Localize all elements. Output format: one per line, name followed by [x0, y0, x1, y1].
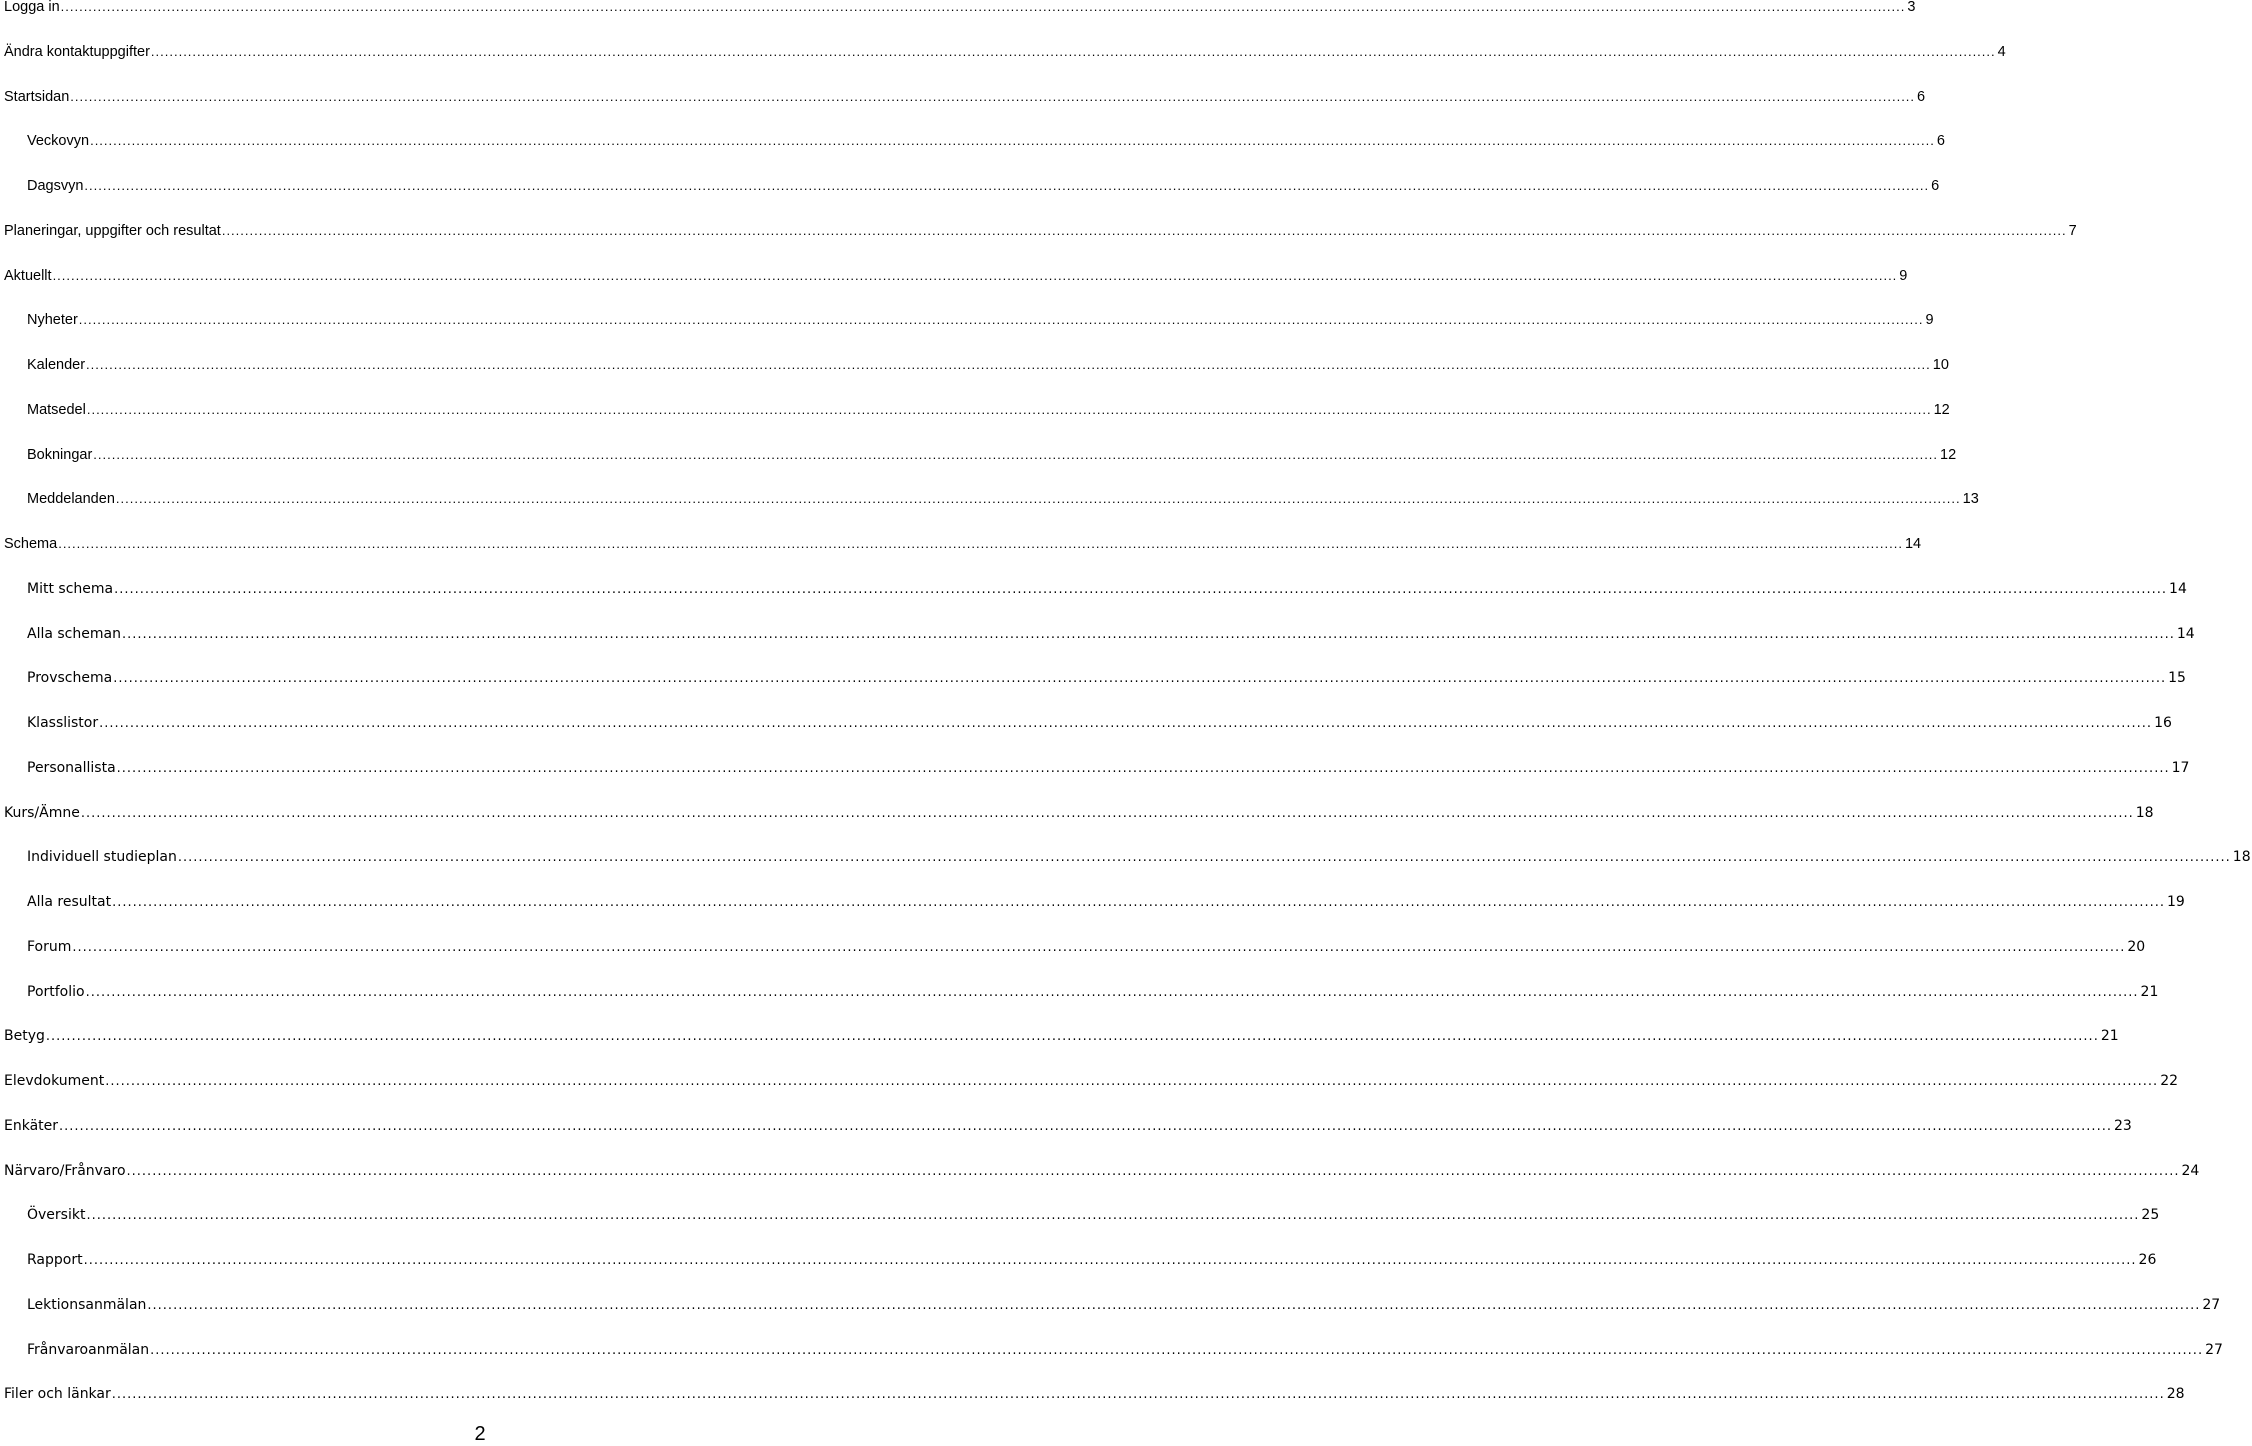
toc-dot-leader: ................................................................................................................................................................................................................................................................................................................................................................................................................ [60, 0, 1906, 14]
toc-entry-page-number: 6 [1936, 133, 1945, 150]
toc-dot-leader: ................................................................................................................................................................................................................................................................................................................................................................................................................ [126, 1163, 2180, 1179]
toc-entry[interactable] [0, 221, 2077, 241]
toc-entry-title: Närvaro/Frånvaro [4, 1162, 126, 1179]
toc-dot-leader: ................................................................................................................................................................................................................................................................................................................................................................................................................ [113, 671, 2167, 687]
toc-entry[interactable] [0, 1205, 2160, 1225]
toc-dot-leader: ................................................................................................................................................................................................................................................................................................................................................................................................................ [99, 716, 2153, 731]
toc-entry-page-number: 24 [2181, 1162, 2200, 1179]
toc-entry-title: Bokningar [27, 446, 93, 463]
toc-dot-leader: ................................................................................................................................................................................................................................................................................................................................................................................................................ [45, 1029, 2099, 1045]
toc-entry-page-number: 14 [2169, 580, 2187, 597]
toc-entry-title: Kurs/Ämne [4, 804, 80, 821]
toc-entry-title: Individuell studieplan [27, 849, 177, 866]
toc-dot-leader: ................................................................................................................................................................................................................................................................................................................................................................................................................ [84, 178, 1930, 193]
toc-entry-title: Frånvaroanmälan [27, 1341, 150, 1358]
toc-entry-page-number: 16 [2154, 715, 2172, 731]
toc-entry-page-number: 28 [2166, 1386, 2185, 1403]
toc-entry[interactable] [0, 624, 2195, 644]
toc-entry-title: Dagsvyn [27, 178, 84, 194]
toc-entry[interactable] [0, 803, 2154, 823]
toc-entry[interactable] [0, 534, 1922, 554]
toc-entry[interactable] [0, 758, 2190, 778]
toc-entry-page-number: 17 [2171, 759, 2190, 776]
toc-dot-leader: ................................................................................................................................................................................................................................................................................................................................................................................................................ [116, 760, 2170, 776]
toc-entry-page-number: 3 [1907, 0, 1916, 15]
toc-entry-title: Lektionsanmälan [27, 1296, 147, 1313]
toc-dot-leader: ................................................................................................................................................................................................................................................................................................................................................................................................................ [112, 895, 2165, 910]
toc-entry[interactable] [0, 1384, 2185, 1404]
toc-entry-title: Aktuellt [4, 267, 52, 284]
toc-entry[interactable] [0, 176, 1940, 196]
toc-entry-page-number: 14 [2176, 625, 2195, 642]
toc-entry[interactable] [0, 847, 2251, 867]
toc-entry[interactable] [0, 937, 2146, 957]
toc-entry[interactable] [0, 1071, 2179, 1091]
toc-dot-leader: ................................................................................................................................................................................................................................................................................................................................................................................................................ [111, 1387, 2165, 1403]
toc-entry-title: Elevdokument [4, 1073, 105, 1089]
toc-entry-page-number: 21 [2140, 983, 2159, 1000]
toc-dot-leader: ................................................................................................................................................................................................................................................................................................................................................................................................................ [115, 491, 1961, 507]
toc-dot-leader: ................................................................................................................................................................................................................................................................................................................................................................................................................ [70, 88, 1916, 104]
toc-entry-page-number: 20 [2127, 938, 2146, 955]
toc-entry[interactable] [0, 87, 1926, 107]
toc-entry-page-number: 12 [1940, 446, 1957, 463]
toc-entry-title: Alla resultat [27, 894, 112, 910]
toc-entry[interactable] [0, 1250, 2157, 1270]
toc-dot-leader: ................................................................................................................................................................................................................................................................................................................................................................................................................ [177, 850, 2231, 866]
toc-entry-page-number: 9 [1899, 267, 1908, 284]
toc-dot-leader: ................................................................................................................................................................................................................................................................................................................................................................................................................ [83, 1253, 2137, 1268]
toc-entry-title: Planeringar, uppgifter och resultat [4, 222, 221, 239]
toc-entry-page-number: 15 [2168, 670, 2186, 687]
toc-entry-title: Mitt schema [27, 580, 114, 597]
toc-entry-title: Översikt [27, 1207, 86, 1224]
toc-dot-leader: ................................................................................................................................................................................................................................................................................................................................................................................................................ [121, 626, 2175, 642]
toc-entry-title: Nyheter [27, 312, 78, 329]
toc-entry-title: Ändra kontaktuppgifter [4, 43, 150, 60]
toc-entry[interactable] [0, 668, 2186, 688]
toc-entry-title: Filer och länkar [4, 1386, 111, 1403]
toc-entry[interactable] [0, 131, 1945, 151]
toc-entry-page-number: 21 [2100, 1028, 2119, 1045]
toc-dot-leader: ................................................................................................................................................................................................................................................................................................................................................................................................................ [93, 446, 1939, 462]
toc-dot-leader: ................................................................................................................................................................................................................................................................................................................................................................................................................ [80, 805, 2134, 821]
toc-entry[interactable] [0, 982, 2159, 1002]
toc-entry-page-number: 7 [2068, 222, 2077, 239]
toc-entry-title: Veckovyn [27, 133, 90, 150]
toc-dot-leader: ................................................................................................................................................................................................................................................................................................................................................................................................................ [52, 267, 1898, 283]
toc-entry-title: Rapport [27, 1252, 83, 1268]
toc-dot-leader: ................................................................................................................................................................................................................................................................................................................................................................................................................ [58, 536, 1903, 551]
toc-entry[interactable] [0, 310, 1934, 330]
toc-dot-leader: ................................................................................................................................................................................................................................................................................................................................................................................................................ [105, 1074, 2159, 1089]
toc-entry[interactable] [0, 1116, 2132, 1136]
toc-entry-page-number: 23 [2113, 1117, 2132, 1134]
toc-entry[interactable] [0, 1161, 2200, 1181]
toc-entry-title: Schema [4, 536, 58, 552]
toc-entry-title: Portfolio [27, 983, 85, 1000]
toc-entry-page-number: 12 [1933, 401, 1950, 418]
toc-dot-leader: ................................................................................................................................................................................................................................................................................................................................................................................................................ [86, 401, 1932, 417]
toc-entry-page-number: 4 [1997, 43, 2006, 60]
toc-entry[interactable] [0, 489, 1979, 509]
toc-dot-leader: ................................................................................................................................................................................................................................................................................................................................................................................................................ [114, 581, 2168, 597]
toc-entry[interactable] [0, 42, 2006, 62]
toc-entry[interactable] [0, 445, 1957, 465]
toc-dot-leader: ................................................................................................................................................................................................................................................................................................................................................................................................................ [150, 1342, 2204, 1358]
toc-entry-title: Matsedel [27, 401, 86, 418]
toc-entry-title: Startsidan [4, 88, 70, 105]
toc-entry-page-number: 19 [2167, 894, 2185, 910]
toc-entry-page-number: 25 [2141, 1207, 2160, 1224]
toc-entry-page-number: 27 [2205, 1341, 2223, 1358]
toc-entry[interactable] [0, 579, 2187, 599]
toc-entry-title: Enkäter [4, 1117, 59, 1134]
toc-entry-title: Alla scheman [27, 625, 121, 642]
toc-dot-leader: ................................................................................................................................................................................................................................................................................................................................................................................................................ [147, 1297, 2201, 1313]
toc-entry[interactable] [0, 355, 1949, 375]
toc-entry-page-number: 6 [1931, 178, 1940, 194]
toc-entry-title: Meddelanden [27, 491, 115, 508]
toc-entry-page-number: 6 [1917, 88, 1926, 105]
toc-dot-leader: ................................................................................................................................................................................................................................................................................................................................................................................................................ [78, 312, 1924, 328]
toc-entry-page-number: 26 [2138, 1252, 2157, 1268]
toc-entry[interactable] [0, 0, 1916, 17]
toc-entry-page-number: 18 [2232, 849, 2251, 866]
toc-entry-title: Klasslistor [27, 715, 99, 731]
toc-entry-title: Logga in [4, 0, 60, 15]
toc-dot-leader: ................................................................................................................................................................................................................................................................................................................................................................................................................ [221, 222, 2067, 238]
toc-entry-page-number: 10 [1932, 357, 1949, 373]
toc-dot-leader: ................................................................................................................................................................................................................................................................................................................................................................................................................ [150, 43, 1996, 59]
toc-entry-page-number: 18 [2135, 804, 2154, 821]
page-number: 2 [474, 1423, 486, 1445]
toc-dot-leader: ................................................................................................................................................................................................................................................................................................................................................................................................................ [59, 1118, 2112, 1134]
toc-entry[interactable] [0, 266, 1908, 286]
toc-entry-title: Provschema [27, 670, 113, 687]
toc-entry[interactable] [0, 1026, 2119, 1046]
toc-dot-leader: ................................................................................................................................................................................................................................................................................................................................................................................................................ [85, 984, 2139, 1000]
toc-dot-leader: ................................................................................................................................................................................................................................................................................................................................................................................................................ [86, 1208, 2140, 1224]
toc-entry[interactable] [0, 400, 1950, 420]
toc-dot-leader: ................................................................................................................................................................................................................................................................................................................................................................................................................ [72, 939, 2126, 955]
toc-entry[interactable] [0, 1295, 2221, 1315]
toc-dot-leader: ................................................................................................................................................................................................................................................................................................................................................................................................................ [90, 133, 1935, 149]
toc-dot-leader: ................................................................................................................................................................................................................................................................................................................................................................................................................ [86, 357, 1931, 372]
toc-entry-title: Personallista [27, 759, 116, 776]
toc-entry[interactable] [0, 713, 2172, 733]
toc-entry-page-number: 14 [1904, 536, 1922, 552]
toc-entry-title: Kalender [27, 357, 86, 373]
toc-entry[interactable] [0, 1340, 2223, 1360]
toc-entry[interactable] [0, 892, 2185, 912]
toc-entry-page-number: 22 [2160, 1073, 2179, 1089]
toc-entry-title: Forum [27, 938, 72, 955]
toc-entry-page-number: 27 [2202, 1296, 2221, 1313]
toc-entry-title: Betyg [4, 1028, 45, 1045]
toc-entry-page-number: 13 [1962, 491, 1979, 508]
toc-entry-page-number: 9 [1925, 312, 1934, 329]
